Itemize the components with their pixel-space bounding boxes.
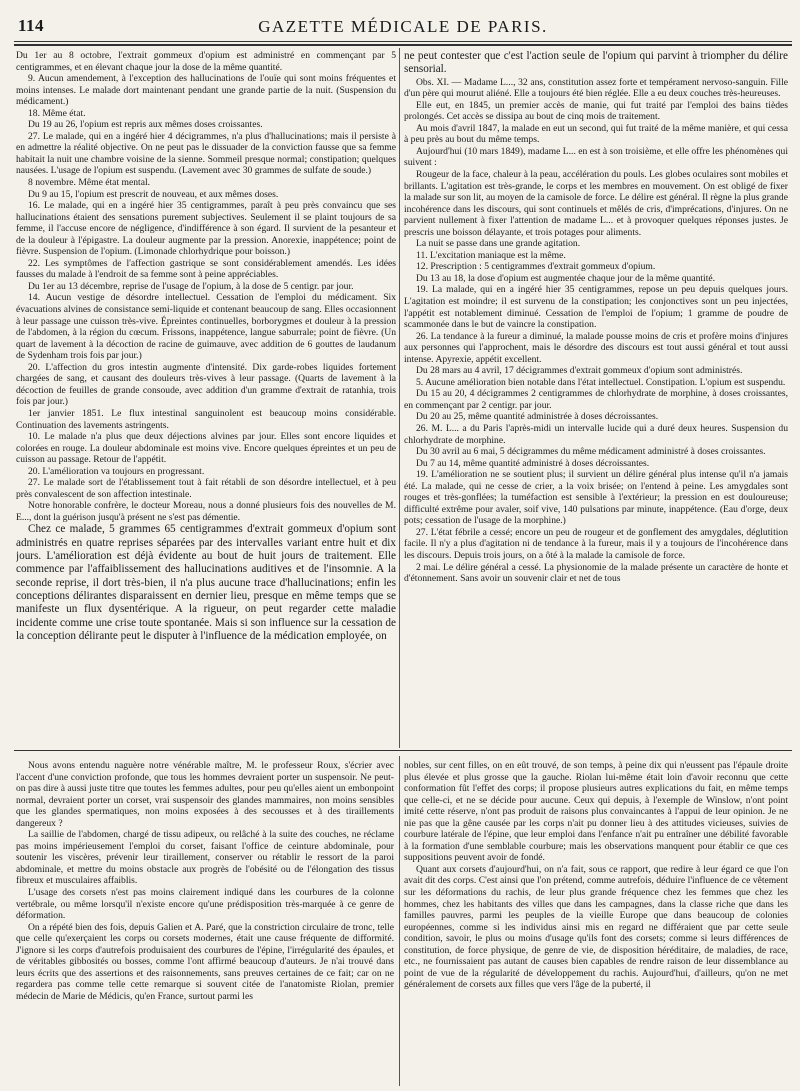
column-upper-left bbox=[16, 50, 396, 743]
paragraph: 14. Aucun vestige de désordre intellectuel. Cessation de l'emploi du médicament. Six évacuations alvines de consistance semi-liquide et contenant beaucoup de sang. Elles occasionnent à leur passage une cuisson très-vive. Épreintes continuelles, borborygmes et douleur à la pression de l'abdomen, à la région du cœcum. Frissons, inappétence, langue saburrale; point de fièvre. (Un quart de lavement à la décoction de racine de guimauve, avec addition de 6 gouttes de laudanum de Sydenham trois fois par jour.) bbox=[16, 292, 396, 362]
paragraph: Quant aux corsets d'aujourd'hui, on n'a fait, sous ce rapport, que redire à leur égard ce que l'on avait dit des corps. C'est ainsi que l'on prétend, comme autrefois, déduire l'influence de ce vêtement sur les déformations du rachis, de leur plus grande fréquence chez les femmes que chez les hommes, chez les habitants des villes que dans les campagnes, dans la classe riche que dans les familles pauvres, parmi les peuples de la vieille Europe que dans beaucoup de colonies européennes, comme si les individus ainsi mis en regard ne différaient que par cette seule condition, savoir, le plus ou moins d'usage qu'ils font des corsets; comme si leurs différences de constitution, de force physique, de genre de vie, de disposition héréditaire, de maladies, de race, etc., ne fournissaient pas autant de causes bien capables de rendre raison de leur dissemblance au point de vue de la régularité de développement du rachis. Aujourd'hui, d'ailleurs, qu'on ne met généralement de corsets aux filles que vers l'âge de la puberté, il bbox=[404, 863, 788, 991]
paragraph: Du 1er au 13 décembre, reprise de l'usage de l'opium, à la dose de 5 centigr. par jour. bbox=[28, 280, 354, 292]
paragraph: 8 novembre. Même état mental. bbox=[28, 177, 151, 189]
paragraph: Du 15 au 20, 4 décigrammes 2 centigrammes de chlorhydrate de morphine, à doses croissantes, en commençant par 2 centigr. par jour. bbox=[404, 388, 788, 411]
section-rule bbox=[14, 750, 792, 751]
paragraph: 9. Aucun amendement, à l'exception des hallucinations de l'ouïe qui sont moins fréquentes et moins intenses. Le malade dort maintenant pendant une grande partie de la nuit. (Suspension du médicament.) bbox=[16, 73, 396, 108]
paragraph: Nous avons entendu naguère notre vénérable maître, M. le professeur Roux, s'écrier avec l'accent d'une conviction profonde, que tous les hommes devraient porter un suspensoir. Ne peut-on pas dire à aussi juste titre que toutes les femmes adultes, pour peu qu'elles aient un embonpoint normal, devraient porter un corset, vrai suspensoir des glandes mammaires, non moins sensibles que les glandes spermatiques, non moins exposées à des secousses et à des tiraillements dangereux ? bbox=[16, 760, 394, 829]
paragraph: ne peut contester que c'est l'action seule de l'opium qui parvint à triompher du délire sensorial. bbox=[404, 50, 788, 76]
paragraph: Au mois d'avril 1847, la malade en eut un second, qui fut traité de la même manière, et qui cessa à peu près au bout du même temps. bbox=[404, 122, 788, 146]
paragraph: La nuit se passe dans une grande agitation. bbox=[416, 238, 581, 250]
paragraph: La saillie de l'abdomen, chargé de tissu adipeux, ou relâché à la suite des couches, ne réclame pas moins impérieusement l'emploi du corset, faisant l'office de ceinture abdominale, pour soutenir les viscères, prévenir leur tiraillement, conserver ou rétablir le ressort de la paroi abdominale, et mettre du moins obstacle aux progrès de l'obésité ou de l'élongation des tissus fibreux et musculaires affaiblis. bbox=[16, 829, 394, 887]
paragraph: Du 19 au 26, l'opium est repris aux mêmes doses croissantes. bbox=[28, 119, 263, 131]
paragraph: 18. Même état. bbox=[28, 107, 86, 119]
column-divider bbox=[399, 48, 400, 748]
page-number: 114 bbox=[18, 16, 45, 35]
paragraph: Du 9 au 15, l'opium est prescrit de nouveau, et aux mêmes doses. bbox=[28, 188, 279, 200]
paragraph: L'usage des corsets n'est pas moins clairement indiqué dans les courbures de la colonne vertébrale, ou même lorsqu'il n'existe encore qu'une prédisposition très-marquée à ce genre de déformation. bbox=[16, 887, 394, 922]
paragraph: Chez ce malade, 5 grammes 65 centigrammes d'extrait gommeux d'opium sont administrés en quatre reprises séparées par des intervalles variant entre huit et dix jours. L'amélioration est déjà évidente au bout de huit jours de traitement. Elle commence par l'affaiblissement des hallucinations auditives et de l'insomnie. A la seconde reprise, il dort très-bien, il n'a plus aucune trace d'hallucinations; enfin les conceptions délirantes disparaissent en dernier lieu, presque en même temps que se manifeste un flux dysentérique. A la rigueur, on peut regarder cette maladie incidente comme une crise toute spontanée. Mais si son influence sur la cessation de la conception délirante peut le disputer à l'influence de la médication employée, on bbox=[16, 523, 396, 642]
column-divider-lower bbox=[399, 756, 400, 1086]
page-header bbox=[14, 16, 792, 40]
paragraph: Obs. XI. — Madame L..., 32 ans, constitution assez forte et tempérament nervoso-sanguin. Fille d'un père qui mourut aliéné. Elle a toujours été bien réglée. Elle a eu deux couches très-heureuses. bbox=[404, 76, 788, 100]
paragraph: 1er janvier 1851. Le flux intestinal sanguinolent est beaucoup moins considérable. Continuation des lavements astringents. bbox=[16, 407, 396, 431]
paragraph: 20. L'affection du gros intestin augmente d'intensité. Dix garde-robes liquides fortement chargées de sang, et causant des douleurs très-vives à leur passage. (Quarts de lavement à la décoction de feuilles de grande consoude, avec addition d'un gramme d'extrait de ratanhia, trois fois par jour.) bbox=[16, 361, 396, 408]
column-lower-left bbox=[16, 760, 394, 1085]
paragraph: 27. Le malade, qui en a ingéré hier 4 décigrammes, n'a plus d'hallucinations; mais il persiste à en admettre la réalité objective. On ne peut pas le dissuader de la conviction fausse que sa femme habitait la nuit une chambre voisine de la sienne. Sommeil presque normal; constipation; quelques nausées. L'usage de l'opium est suspendu. (Lavement avec 30 grammes de sulfate de soude.) bbox=[16, 130, 396, 177]
paragraph: Du 7 au 14, même quantité administré à doses décroissantes. bbox=[416, 457, 650, 469]
paragraph: Rougeur de la face, chaleur à la peau, accélération du pouls. Les globes oculaires sont mobiles et brillants. L'agitation est très-grande, le corps et les membres en mouvement. On est obligé de fixer la malade sur son lit, au moyen de la camisole de force. Le délire est général. Il règne la plus grande incohérence dans les discours, qui sont continuels et mêlés de cris, d'imprécations, d'injures. On ne parvient nullement à fixer l'attention de madame L... et à provoquer quelques réponses justes. Je prescris une boisson délayante, et trois potages pour aliments. bbox=[404, 168, 788, 238]
paragraph: Du 30 avril au 6 mai, 5 décigrammes du même médicament administré à doses croissantes. bbox=[416, 446, 766, 458]
paragraph: Notre honorable confrère, le docteur Moreau, nous a donné plusieurs fois des nouvelles de M. E..., dont la guérison jusqu'à présent ne s'est pas démentie. bbox=[16, 500, 396, 523]
journal-title: GAZETTE MÉDICALE DE PARIS. bbox=[258, 17, 548, 36]
paragraph: 27. Le malade sort de l'établissement tout à fait rétabli de son désordre intellectuel, et à peu près convalescent de son affection intestinale. bbox=[16, 477, 396, 500]
header-rule-thick bbox=[14, 44, 792, 46]
paragraph: Du 13 au 18, la dose d'opium est augmentée chaque jour de la même quantité. bbox=[416, 272, 716, 284]
paragraph: 12. Prescription : 5 centigrammes d'extrait gommeux d'opium. bbox=[416, 261, 656, 273]
column-lower-right bbox=[404, 760, 788, 1085]
paragraph: On a répété bien des fois, depuis Galien et A. Paré, que la constriction circulaire de tronc, telle que celle qu'exerçaient les corps ou corsets modernes, était une cause fréquente de difformité. J'ignore si les corps d'autrefois produisaient des courbures de l'épine, l'irrégularité des épaules, et de véritables gibbosités ou bosses, comme l'ont affirmé beaucoup d'auteurs. Je n'ai trouvé dans leurs écrits que des assertions et des raisonnements, sans preuves certaines de ce fait; car on ne regardera pas comme telle cette remarque si souvent citée de l'anatomiste Riolan, premier médecin de Marie de Médicis, qu'en France, surtout parmi les bbox=[16, 921, 394, 1002]
paragraph: Aujourd'hui (10 mars 1849), madame L... en est à son troisième, et elle offre les phénomènes qui suivent : bbox=[404, 145, 788, 169]
paragraph: 26. La tendance à la fureur a diminué, la malade pousse moins de cris et profère moins d'injures aux personnes qui l'approchent, mais le désordre des discours est tout aussi général et tout aussi intense. Apyrexie, appétit excellent. bbox=[404, 330, 788, 365]
paragraph: nobles, sur cent filles, on en eût trouvé, de son temps, à peine dix qui n'eussent pas l'épaule droite plus élevée et plus grosse que la gauche. Riolan lui-même était loin d'avoir reconnu que cette conformation fût l'effet des corps; il propose plusieurs autres explications du fait, en même temps que celle-ci, et ne se décide pour aucune. Ceux qui depuis, à l'exemple de Winslow, n'ont point imité cette réserve, n'ont pas produit de raisons plus convaincantes à l'appui de leur opinion. Je ne nie pas que la gêne causée par les corps n'ait pu donner lieu à des attitudes vicieuses, suivies de courbure latérale de l'épine, que leur emploi dans l'enfance n'ait pu entraîner une débilité favorable à la formation d'une semblable courbure; mais les observations manquent pour établir ce que ces suppositions peuvent avoir de fondé. bbox=[404, 760, 788, 864]
paragraph: Du 20 au 25, même quantité administrée à doses décroissantes. bbox=[416, 411, 659, 423]
paragraph: Du 28 mars au 4 avril, 17 décigrammes d'extrait gommeux d'opium sont administrés. bbox=[416, 365, 743, 377]
paragraph: 19. L'amélioration ne se soutient plus; il survient un délire général plus intense qu'il n'a jamais été. La malade, qui ne cesse de crier, a la voix brisée; on l'entend à peine. Les amygdales sont rouges et très-gonflées; la tuméfaction est sensible à l'extérieur; la pression en est douloureuse; difficulté extrême pour avaler, soif vive, 140 pulsations par minute, inappétence. (Eau d'orge, deux pots; cessation de l'usage de la morphine.) bbox=[404, 469, 788, 527]
paragraph: 16. Le malade, qui en a ingéré hier 35 centigrammes, paraît à peu près convaincu que ses hallucinations étaient des sensations purement subjectives. Seulement il se plaint toujours de sa femme, il l'accuse encore de négligence, d'indifférence à son égard. Il survient de la pesanteur et de la douleur à l'épigastre. La douleur augmente par la pression. Anorexie, inappétence; point de fièvre. Suspension de l'opium. (Limonade chlorhydrique pour boisson.) bbox=[16, 200, 396, 258]
column-upper-right bbox=[404, 50, 788, 743]
paragraph: 26. M. L... a du Paris l'après-midi un intervalle lucide qui a duré deux heures. Suspension du chlorhydrate de morphine. bbox=[404, 423, 788, 446]
paragraph: 11. L'excitation maniaque est la même. bbox=[416, 249, 566, 261]
paragraph: 19. La malade, qui en a ingéré hier 35 centigrammes, repose un peu depuis quelques jours. L'agitation est moindre; il est survenu de la constipation; les conjonctives sont un peu injectées, l'appétit est notablement diminué. Cessation de l'emploi de l'opium; 1 gramme de poudre de scammonée dans le but de vaincre la constipation. bbox=[404, 284, 788, 331]
paragraph: 20. L'amélioration va toujours en progressant. bbox=[28, 465, 205, 477]
header-rule bbox=[14, 41, 792, 42]
paragraph: 2 mai. Le délire général a cessé. La physionomie de la malade présente un caractère de honte et d'étonnement. Sans avoir un souvenir clair et net de tous bbox=[404, 561, 788, 585]
paragraph: 27. L'état fébrile a cessé; encore un peu de rougeur et de gonflement des amygdales, déglutition facile. Il n'y a plus d'agitation ni de tendance à la fureur, mais il y a toujours de l'incohérence dans les discours. Depuis trois jours, on a ôté à la malade la camisole de force. bbox=[404, 526, 788, 562]
paragraph: Elle eut, en 1845, un premier accès de manie, qui fut traité par l'emploi des bains tièdes prolongés. Cet accès se dissipa au bout de cinq mois de traitement. bbox=[404, 99, 788, 123]
paragraph: 10. Le malade n'a plus que deux déjections alvines par jour. Elles sont encore liquides et colorées en rouge. La douleur abdominale est moins vive. Encore quelques épreintes et un peu de cuisson au passage. Retour de l'appétit. bbox=[16, 431, 396, 466]
paragraph: 5. Aucune amélioration bien notable dans l'état intellectuel. Constipation. L'opium est suspendu. bbox=[416, 376, 786, 388]
paragraph: Du 1er au 8 octobre, l'extrait gommeux d'opium est administré en commençant par 5 centigrammes, et en élevant chaque jour la dose de la même quantité. bbox=[16, 50, 396, 73]
paragraph: 22. Les symptômes de l'affection gastrique se sont considérablement amendés. Les idées fausses du malade à l'endroit de sa femme sont à peine appréciables. bbox=[16, 257, 396, 281]
